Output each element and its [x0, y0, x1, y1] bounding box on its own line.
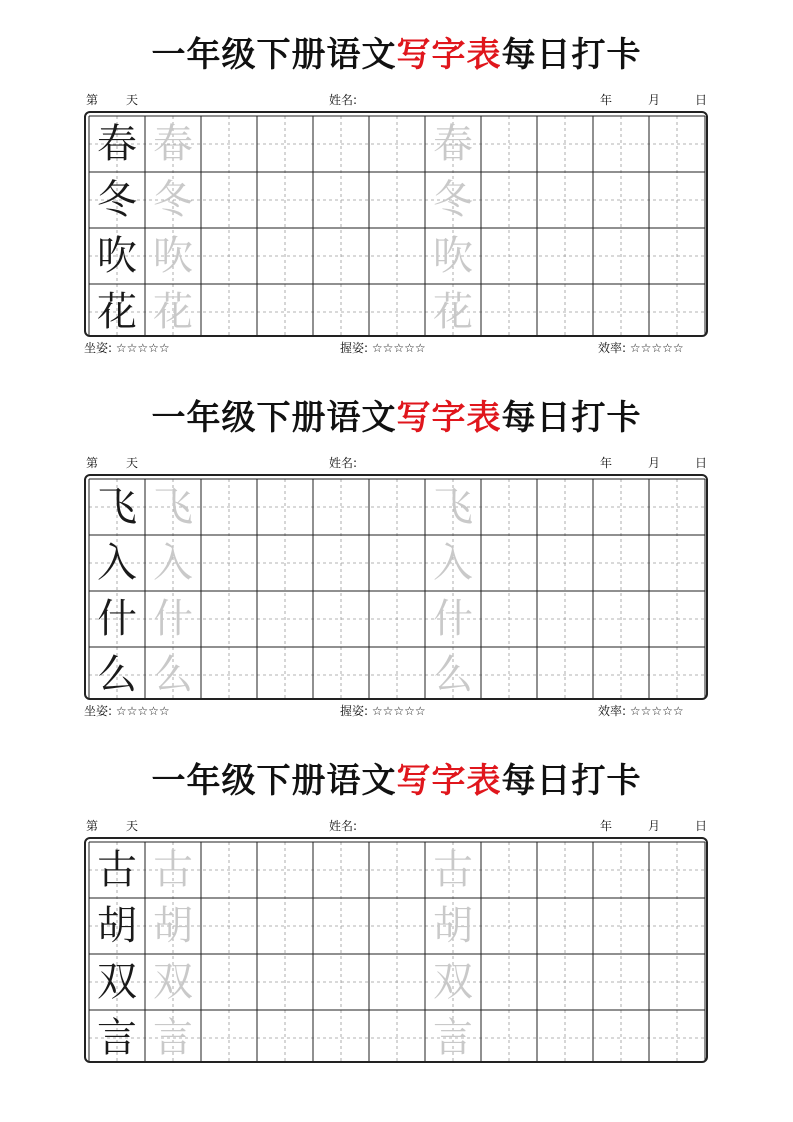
- grip-rating: 握姿: ☆☆☆☆☆: [340, 341, 426, 355]
- year-label: 年: [600, 456, 613, 470]
- sheet-header: [84, 92, 710, 108]
- sitting-rating: 坐姿: ☆☆☆☆☆: [84, 341, 170, 355]
- date-label: 日: [695, 93, 708, 107]
- name-label: 姓名:: [329, 819, 358, 833]
- trace-char: 入: [153, 540, 193, 586]
- trace-char: 冬: [153, 177, 193, 223]
- sheet-3: [0, 756, 793, 1086]
- model-char: 么: [97, 652, 137, 698]
- trace-char: 么: [153, 652, 193, 698]
- day-suffix: 天: [126, 819, 139, 833]
- sheet-2: [0, 393, 793, 743]
- trace-char: 言: [153, 1015, 193, 1061]
- model-char: 吹: [97, 233, 137, 279]
- grip-rating: 握姿: ☆☆☆☆☆: [340, 704, 426, 718]
- sheet-footer: [84, 340, 710, 356]
- year-label: 年: [600, 819, 613, 833]
- day-suffix: 天: [126, 93, 139, 107]
- efficiency-rating: 效率: ☆☆☆☆☆: [598, 341, 684, 355]
- month-label: 月: [648, 456, 661, 470]
- day-prefix: 第: [86, 456, 99, 470]
- day-prefix: 第: [86, 819, 99, 833]
- sheet-header: [84, 455, 710, 471]
- sheet-title: 一年级下册语文写字表每日打卡: [151, 35, 642, 75]
- trace-char: 吹: [153, 233, 193, 279]
- sheet-title: 一年级下册语文写字表每日打卡: [151, 761, 642, 801]
- name-label: 姓名:: [329, 93, 358, 107]
- trace-char: 什: [433, 596, 473, 642]
- model-char: 言: [97, 1015, 137, 1061]
- sitting-rating: 坐姿: ☆☆☆☆☆: [84, 704, 170, 718]
- month-label: 月: [648, 819, 661, 833]
- sheet-header: [84, 818, 710, 834]
- trace-char: 言: [433, 1015, 473, 1061]
- writing-grid: [84, 837, 708, 1063]
- trace-char: 双: [153, 959, 193, 1005]
- date-label: 日: [695, 819, 708, 833]
- trace-char: 么: [433, 652, 473, 698]
- model-char: 双: [97, 959, 137, 1005]
- sheet-footer: [84, 703, 710, 719]
- year-label: 年: [600, 93, 613, 107]
- writing-grid: [84, 111, 708, 337]
- trace-char: 胡: [433, 903, 473, 949]
- trace-char: 花: [433, 289, 473, 335]
- model-char: 春: [97, 121, 137, 167]
- model-char: 冬: [97, 177, 137, 223]
- trace-char: 冬: [433, 177, 473, 223]
- trace-char: 花: [153, 289, 193, 335]
- sheet-title: 一年级下册语文写字表每日打卡: [151, 398, 642, 438]
- trace-char: 古: [153, 847, 193, 893]
- trace-char: 入: [433, 540, 473, 586]
- trace-char: 什: [153, 596, 193, 642]
- trace-char: 胡: [153, 903, 193, 949]
- day-suffix: 天: [126, 456, 139, 470]
- model-char: 入: [97, 540, 137, 586]
- writing-grid: [84, 474, 708, 700]
- model-char: 什: [97, 596, 137, 642]
- trace-char: 飞: [153, 484, 193, 530]
- name-label: 姓名:: [329, 456, 358, 470]
- model-char: 胡: [97, 903, 137, 949]
- date-label: 日: [695, 456, 708, 470]
- sheet-1: [0, 30, 793, 380]
- trace-char: 飞: [433, 484, 473, 530]
- trace-char: 双: [433, 959, 473, 1005]
- model-char: 飞: [97, 484, 137, 530]
- trace-char: 古: [433, 847, 473, 893]
- month-label: 月: [648, 93, 661, 107]
- efficiency-rating: 效率: ☆☆☆☆☆: [598, 704, 684, 718]
- model-char: 花: [97, 289, 137, 335]
- trace-char: 春: [153, 121, 193, 167]
- model-char: 古: [97, 847, 137, 893]
- day-prefix: 第: [86, 93, 99, 107]
- trace-char: 春: [433, 121, 473, 167]
- trace-char: 吹: [433, 233, 473, 279]
